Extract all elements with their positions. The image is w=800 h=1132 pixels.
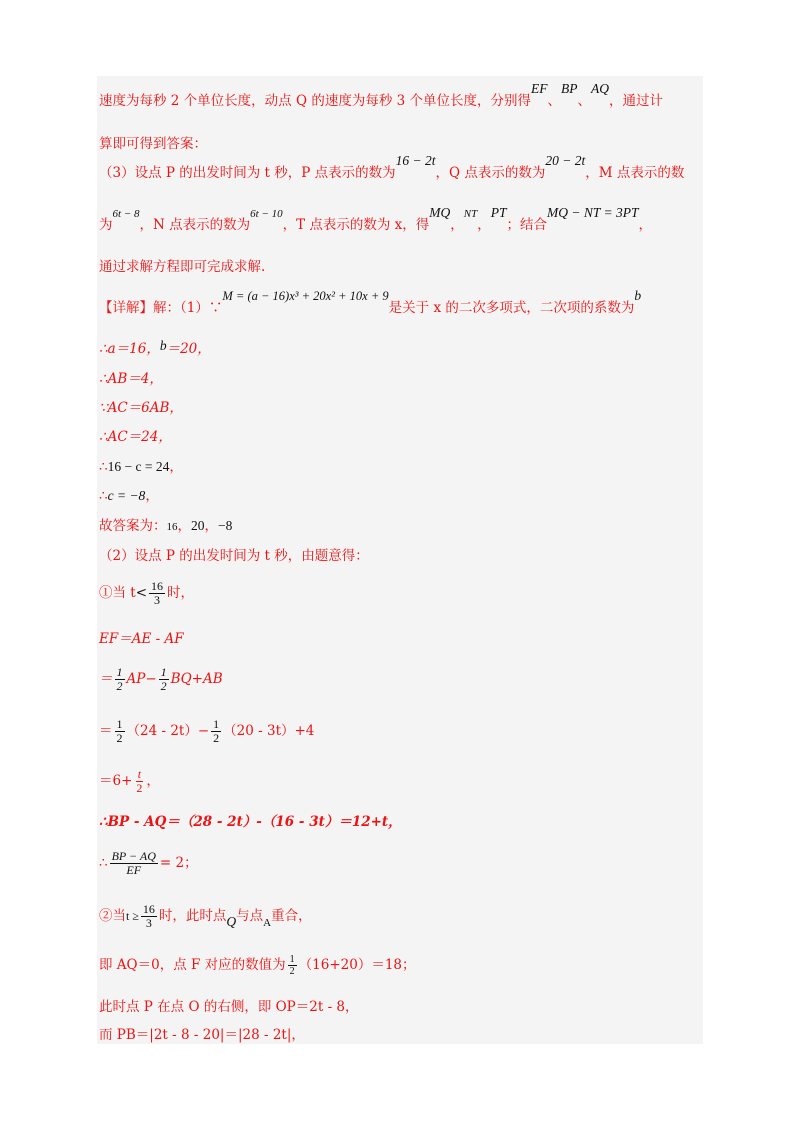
text: ；结合 — [506, 217, 548, 233]
text: ， — [204, 518, 218, 534]
text: 此时点 P 在点 O 的右侧，即 OP＝2t - 8， — [99, 999, 359, 1015]
text: ， — [169, 459, 183, 475]
math-bp: BP — [561, 81, 578, 96]
math-expr: 16 − c = 24 — [107, 459, 170, 474]
text: ∴a＝16， — [99, 341, 160, 357]
math-neg8: −8 — [218, 518, 233, 533]
math-expr: 20 − 2t — [545, 153, 586, 168]
line-8 — [99, 370, 163, 388]
line-19 — [99, 768, 160, 795]
text: ①当 t — [99, 585, 136, 601]
text: ＝ — [99, 723, 113, 739]
numerator: 1 — [160, 665, 167, 679]
math-expr: 6t − 10 — [250, 208, 283, 220]
text: 为 — [99, 217, 113, 233]
text: （2）设点 P 的出发时间为 t 秒，由题意得： — [99, 548, 369, 564]
text: 时，此时点 — [158, 908, 227, 924]
numerator: 1 — [289, 954, 295, 965]
fraction-t-2 — [134, 768, 144, 795]
text: EF＝AE - AF — [99, 631, 184, 647]
math-expr: 16 − 2t — [395, 153, 436, 168]
math-ef: EF — [531, 81, 548, 96]
line-1 — [99, 81, 663, 110]
text: ∴ — [99, 459, 108, 475]
text: ，M 点表示的数 — [585, 165, 685, 181]
numerator: 16 — [142, 902, 155, 916]
fraction-half — [115, 718, 125, 745]
line-13 — [99, 517, 232, 536]
text: ，T 点表示的数为 x，得 — [282, 217, 430, 233]
denominator: 2 — [289, 966, 295, 977]
numerator: 1 — [213, 717, 220, 731]
text: ， — [638, 217, 653, 233]
denominator: 2 — [116, 731, 123, 745]
text: 即 AQ＝0，点 F 对应的数值为 — [99, 957, 286, 973]
text: ②当 — [99, 908, 126, 924]
text: ，Q 点表示的数为 — [435, 165, 546, 181]
math-polynomial: M = (a − 16)x³ + 20x² + 10x + 9 — [222, 289, 389, 303]
math-20: 20 — [191, 518, 205, 533]
line-17 — [99, 666, 223, 693]
text: AP− — [126, 671, 157, 687]
less-than-sign: < — [135, 585, 148, 601]
fraction-half — [211, 718, 221, 745]
text: ， — [146, 773, 160, 789]
text: ＝20， — [166, 341, 211, 357]
line-9 — [99, 399, 183, 417]
text: 通过求解方程即可完成求解. — [99, 259, 266, 275]
line-16 — [99, 630, 184, 648]
fraction-16-3 — [149, 580, 165, 607]
line-14 — [99, 547, 369, 565]
denominator: 2 — [160, 679, 167, 693]
line-25 — [99, 1026, 305, 1044]
text: 【详解】解：（1）∵ — [99, 300, 223, 316]
line-24 — [99, 998, 359, 1016]
denominator: 3 — [154, 593, 161, 607]
math-16: 16 — [166, 521, 178, 533]
fraction-half — [159, 666, 169, 693]
denominator: 2 — [116, 679, 123, 693]
numerator: BP − AQ — [111, 849, 156, 863]
line-11 — [99, 458, 183, 476]
text: ，N 点表示的数为 — [139, 217, 251, 233]
text: ，通过计 — [609, 93, 663, 109]
numerator: 1 — [116, 717, 123, 731]
text: ∵AC＝6AB， — [99, 400, 183, 416]
math-b: b — [159, 338, 167, 353]
math-expr: 6t − 8 — [112, 208, 140, 220]
text: （20 - 3t）+4 — [223, 723, 315, 739]
text: ∴AC＝24， — [99, 429, 172, 445]
line-23 — [99, 954, 416, 977]
text: 算即可得到答案： — [99, 136, 207, 152]
fraction-bp-aq-over-ef — [110, 850, 158, 877]
line-7 — [99, 340, 211, 358]
line-12 — [99, 487, 159, 505]
text: （3）设点 P 的出发时间为 t 秒，P 点表示的数为 — [99, 165, 396, 181]
text: ∴ — [99, 488, 108, 504]
math-t-geq: t ≥ — [126, 909, 139, 923]
text: 速度为每秒 2 个单位长度，动点 Q 的速度为每秒 3 个单位长度，分别得 — [99, 93, 531, 109]
numerator: t — [137, 767, 142, 781]
line-21 — [99, 850, 198, 877]
denominator: 2 — [136, 781, 143, 795]
text: ∴BP - AQ＝（28 - 2t）-（16 - 3t）＝12+t， — [99, 814, 402, 830]
math-expr: MQ — [429, 205, 451, 220]
text: BQ+AB — [170, 671, 223, 687]
text: （24 - 2t）− — [126, 723, 210, 739]
line-22 — [99, 903, 312, 930]
denominator: EF — [126, 863, 142, 877]
text: 是关于 x 的二次多项式，二次项的系数为 — [388, 300, 635, 316]
line-10 — [99, 428, 172, 446]
math-a: A — [263, 917, 272, 929]
text: = 2； — [159, 855, 198, 871]
text: 与点 — [236, 908, 264, 924]
line-3 — [99, 153, 685, 182]
line-20 — [99, 813, 402, 831]
fraction-half — [288, 954, 297, 977]
math-aq: AQ — [591, 81, 609, 96]
text: ＝6+ — [99, 773, 133, 789]
math-expr: PT — [490, 205, 507, 220]
text: 、 — [577, 93, 591, 109]
text: ∴ — [99, 855, 108, 871]
text: 而 PB＝|2t - 8 - 20|＝|28 - 2t|， — [99, 1027, 305, 1043]
numerator: 16 — [151, 579, 164, 593]
text: 、 — [547, 93, 561, 109]
text: ， — [145, 488, 159, 504]
text: ∴AB＝4， — [99, 371, 163, 387]
text: （16+20）＝18； — [298, 957, 416, 973]
line-15 — [99, 580, 194, 607]
text: 时， — [167, 585, 195, 601]
math-q: Q — [226, 914, 237, 929]
math-expr: NT — [463, 208, 478, 220]
line-4 — [99, 205, 653, 235]
denominator: 3 — [145, 916, 152, 930]
numerator: 1 — [116, 665, 123, 679]
line-2 — [99, 135, 207, 153]
line-5 — [99, 258, 265, 276]
fraction-16-3 — [141, 903, 157, 930]
text: 重合， — [271, 908, 312, 924]
math-expr: MQ − NT = 3PT — [547, 205, 639, 220]
line-6 — [99, 288, 642, 317]
math-b: b — [634, 288, 642, 303]
text: 故答案为： — [99, 518, 167, 534]
math-expr: c = −8 — [107, 488, 146, 503]
fraction-half — [115, 666, 125, 693]
text: ， — [177, 518, 191, 534]
text: ， — [477, 217, 491, 233]
denominator: 2 — [213, 731, 220, 745]
text: ， — [450, 217, 464, 233]
text: ＝ — [99, 671, 113, 687]
line-18 — [99, 718, 314, 745]
